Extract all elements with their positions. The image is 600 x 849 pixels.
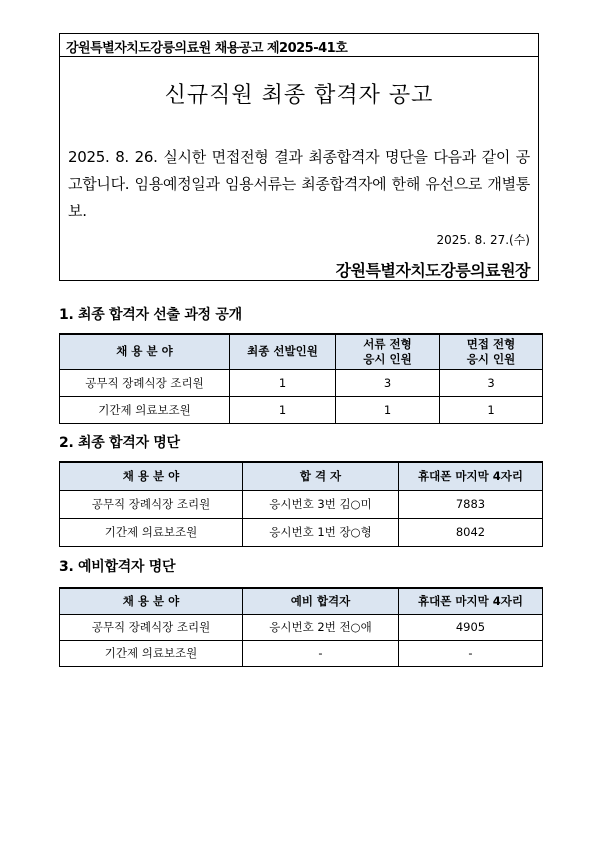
table-header-row	[60, 588, 543, 614]
cell-interview-applicants: 3	[440, 369, 543, 396]
cell-field: 기간제 의료보조원	[60, 396, 230, 423]
cell-field: 기간제 의료보조원	[60, 640, 243, 666]
header-phone-last4: 휴대폰 마지막 4자리	[399, 462, 543, 490]
header-final-count: 최종 선발인원	[230, 334, 336, 369]
header-phone-last4: 휴대폰 마지막 4자리	[399, 588, 543, 614]
table-row	[60, 369, 543, 396]
reserve-passers-table	[59, 587, 543, 667]
table-row	[60, 518, 543, 546]
cell-document-applicants: 3	[336, 369, 440, 396]
table-row	[60, 614, 543, 640]
cell-reserve-passer: 응시번호 2번 전○애	[243, 614, 399, 640]
cell-passer: 응시번호 3번 김○미	[243, 490, 399, 518]
header-field: 채 용 분 야	[60, 588, 243, 614]
cell-passer: 응시번호 1번 장○형	[243, 518, 399, 546]
header-passer: 합 격 자	[243, 462, 399, 490]
header-reserve-passer: 예비 합격자	[243, 588, 399, 614]
table-row	[60, 640, 543, 666]
header-document-applicants: 서류 전형 응시 인원	[336, 334, 440, 369]
table-header-row	[60, 462, 543, 490]
cell-phone-last4: 7883	[399, 490, 543, 518]
cell-phone-last4: -	[399, 640, 543, 666]
cell-field: 공무직 장례식장 조리원	[60, 369, 230, 396]
cell-field: 기간제 의료보조원	[60, 518, 243, 546]
cell-phone-last4: 4905	[399, 614, 543, 640]
cell-field: 공무직 장례식장 조리원	[60, 614, 243, 640]
section3-heading: 3. 예비합격자 명단	[59, 559, 176, 575]
cell-field: 공무직 장례식장 조리원	[60, 490, 243, 518]
notice-divider	[60, 56, 538, 57]
cell-final-count: 1	[230, 396, 336, 423]
cell-document-applicants: 1	[336, 396, 440, 423]
table-row	[60, 490, 543, 518]
header-field: 채 용 분 야	[60, 334, 230, 369]
cell-final-count: 1	[230, 369, 336, 396]
section2-heading: 2. 최종 합격자 명단	[59, 435, 180, 451]
selection-process-table	[59, 333, 543, 424]
table-row	[60, 396, 543, 423]
header-field: 채 용 분 야	[60, 462, 243, 490]
cell-phone-last4: 8042	[399, 518, 543, 546]
notice-issuer: 강원특별자치도강릉의료원장	[335, 261, 530, 280]
notice-number: 강원특별자치도강릉의료원 채용공고 제2025-41호	[66, 41, 348, 56]
final-passers-table	[59, 461, 543, 547]
cell-interview-applicants: 1	[440, 396, 543, 423]
notice-box	[59, 33, 539, 281]
header-interview-applicants: 면접 전형 응시 인원	[440, 334, 543, 369]
table-header-row	[60, 334, 543, 369]
cell-reserve-passer: -	[243, 640, 399, 666]
section1-heading: 1. 최종 합격자 선출 과정 공개	[59, 307, 242, 323]
notice-title: 신규직원 최종 합격자 공고	[164, 83, 434, 108]
notice-date: 2025. 8. 27.(수)	[436, 233, 530, 247]
notice-body: 2025. 8. 26. 실시한 면접전형 결과 최종합격자 명단을 다음과 같이 공고합니다. 임용예정일과 임용서류는 최종합격자에 한해 유선으로 개별통보.	[68, 148, 530, 220]
